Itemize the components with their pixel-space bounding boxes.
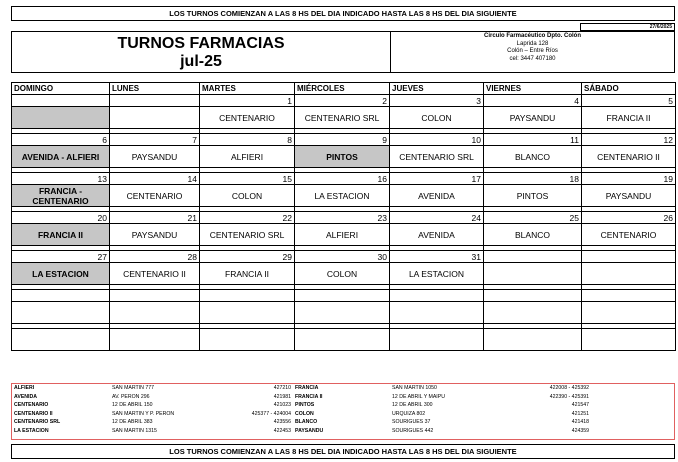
- weekday-header: MIÉRCOLES: [295, 83, 390, 95]
- bottom-notice-banner: LOS TURNOS COMIENZAN A LAS 8 HS DEL DIA INDICADO HASTA LAS 8 HS DEL DIA SIGUIENTE: [11, 444, 675, 459]
- day-number: [295, 290, 390, 302]
- directory-name: ALFIERI: [14, 385, 35, 391]
- day-number: [582, 251, 676, 263]
- pharmacy-on-duty: FRANCIA II: [200, 263, 295, 285]
- pharmacy-on-duty: CENTENARIO II: [110, 263, 200, 285]
- pharmacy-on-duty: LA ESTACION: [390, 263, 484, 285]
- day-number: 22: [200, 212, 295, 224]
- pharmacy-on-duty: PINTOS: [484, 185, 582, 207]
- pharmacy-row: [12, 302, 676, 324]
- pharmacy-on-duty: PAYSANDU: [110, 146, 200, 168]
- directory-phone: 425377 - 424004: [251, 410, 291, 417]
- day-number: 13: [12, 173, 110, 185]
- pharmacy-on-duty: ALFIERI: [200, 146, 295, 168]
- directory-row: [12, 428, 676, 435]
- day-number: 31: [390, 251, 484, 263]
- directory-phone: 421418: [571, 419, 589, 426]
- directory-phone: 422008 - 425392: [549, 385, 589, 391]
- pharmacy-on-duty: PAYSANDU: [582, 185, 676, 207]
- pharmacy-on-duty: CENTENARIO: [110, 185, 200, 207]
- month-label: jul-25: [180, 53, 222, 70]
- day-number: 12: [582, 134, 676, 146]
- directory-row: [12, 385, 676, 392]
- directory-name: CENTENARIO II: [14, 410, 53, 417]
- day-number: 28: [110, 251, 200, 263]
- day-number: 2: [295, 95, 390, 107]
- pharmacy-on-duty: FRANCIA II: [582, 107, 676, 129]
- directory-phone: 421023: [273, 402, 291, 409]
- pharmacy-on-duty: [484, 302, 582, 324]
- issue-date: 27/6/2025: [580, 23, 675, 31]
- pharmacy-on-duty: [582, 302, 676, 324]
- day-number: 10: [390, 134, 484, 146]
- weekday-header: MARTES: [200, 83, 295, 95]
- pharmacy-on-duty: AVENIDA: [390, 224, 484, 246]
- directory-row: [12, 419, 676, 426]
- day-number: 29: [200, 251, 295, 263]
- pharmacy-on-duty: [110, 302, 200, 324]
- day-number: [200, 290, 295, 302]
- directory-phone: 421547: [571, 402, 589, 409]
- directory-address: SAN MARTIN 777: [112, 385, 154, 391]
- day-number-row: [12, 290, 676, 302]
- day-number: 25: [484, 212, 582, 224]
- pharmacy-row: [12, 224, 676, 246]
- day-number: 18: [484, 173, 582, 185]
- day-number: [582, 290, 676, 302]
- pharmacy-on-duty: CENTENARIO SRL: [390, 146, 484, 168]
- pharmacy-on-duty: COLON: [390, 107, 484, 129]
- weekday-header-row: [12, 83, 676, 95]
- title-block: [12, 32, 390, 72]
- pharmacy-row: [12, 185, 676, 207]
- pharmacy-on-duty: CENTENARIO II: [582, 146, 676, 168]
- pharmacy-row: [12, 263, 676, 285]
- weekday-header: VIERNES: [484, 83, 582, 95]
- pharmacy-on-duty: [200, 302, 295, 324]
- day-number: 17: [390, 173, 484, 185]
- pharmacy-on-duty: CENTENARIO: [582, 224, 676, 246]
- directory-address: 12 DE ABRIL 383: [112, 419, 153, 426]
- pharmacy-on-duty: CENTENARIO SRL: [200, 224, 295, 246]
- empty-cell: [110, 329, 200, 351]
- pharmacy-on-duty: [12, 107, 110, 129]
- empty-cell: [200, 329, 295, 351]
- directory-phone: 427210: [273, 385, 291, 391]
- directory-row: [12, 394, 676, 401]
- day-number: 15: [200, 173, 295, 185]
- day-number-row: [12, 95, 676, 107]
- directory-address: 12 DE ABRIL Y MAIPU: [392, 393, 445, 400]
- weekday-header: SÁBADO: [582, 83, 676, 95]
- pharmacy-on-duty: [582, 263, 676, 285]
- pharmacy-on-duty: [484, 263, 582, 285]
- directory-row: [12, 411, 676, 418]
- day-number: [390, 290, 484, 302]
- day-number: 7: [110, 134, 200, 146]
- day-number: 14: [110, 173, 200, 185]
- pharmacy-on-duty: LA ESTACION: [295, 185, 390, 207]
- pharmacy-on-duty: [295, 302, 390, 324]
- pharmacy-on-duty: CENTENARIO SRL: [295, 107, 390, 129]
- org-city: Colón – Entre Ríos: [507, 48, 558, 54]
- day-number: 21: [110, 212, 200, 224]
- day-number: 1: [200, 95, 295, 107]
- directory-address: URQUIZA 802: [392, 410, 426, 417]
- directory-name: LA ESTACION: [14, 428, 49, 434]
- day-number: 30: [295, 251, 390, 263]
- directory-name: PINTOS: [295, 402, 315, 409]
- pharmacy-on-duty: AVENIDA - ALFIERI: [12, 146, 110, 168]
- empty-cell: [295, 329, 390, 351]
- directory-phone: 422390 - 425391: [549, 393, 589, 400]
- weekday-header: DOMINGO: [12, 83, 110, 95]
- day-number: 20: [12, 212, 110, 224]
- day-number: 4: [484, 95, 582, 107]
- directory-address: SAN MARTIN 1315: [112, 428, 157, 434]
- day-number: [484, 251, 582, 263]
- pharmacy-on-duty: FRANCIA II: [12, 224, 110, 246]
- empty-cell: [390, 329, 484, 351]
- pharmacy-directory: [11, 383, 675, 440]
- directory-name: FRANCIA: [295, 385, 319, 391]
- directory-address: AV. PERON 296: [112, 393, 150, 400]
- directory-address: SOURIGUES 37: [392, 419, 431, 426]
- top-notice-banner: LOS TURNOS COMIENZAN A LAS 8 HS DEL DIA INDICADO HASTA LAS 8 HS DEL DIA SIGUIENTE: [11, 6, 675, 21]
- day-number: [110, 290, 200, 302]
- day-number: 5: [582, 95, 676, 107]
- directory-phone: 421251: [571, 410, 589, 417]
- directory-address: SAN MARTIN Y P. PERON: [112, 410, 175, 417]
- weekday-header: LUNES: [110, 83, 200, 95]
- day-number: 24: [390, 212, 484, 224]
- empty-row: [12, 329, 676, 351]
- empty-cell: [484, 329, 582, 351]
- pharmacy-on-duty: BLANCO: [484, 146, 582, 168]
- weekday-header: JUEVES: [390, 83, 484, 95]
- pharmacy-row: [12, 146, 676, 168]
- pharmacy-on-duty: COLON: [295, 263, 390, 285]
- day-number: 9: [295, 134, 390, 146]
- pharmacy-on-duty: PINTOS: [295, 146, 390, 168]
- day-number: [484, 290, 582, 302]
- page-title: TURNOS FARMACIAS: [117, 35, 285, 52]
- directory-address: 12 DE ABRIL 150: [112, 402, 153, 409]
- pharmacy-on-duty: AVENIDA: [390, 185, 484, 207]
- directory-address: 12 DE ABRIL 300: [392, 402, 433, 409]
- day-number: 11: [484, 134, 582, 146]
- day-number: 19: [582, 173, 676, 185]
- pharmacy-on-duty: [390, 302, 484, 324]
- day-number-row: [12, 173, 676, 185]
- pharmacy-on-duty: ALFIERI: [295, 224, 390, 246]
- pharmacy-on-duty: COLON: [200, 185, 295, 207]
- pharmacy-on-duty: [12, 302, 110, 324]
- directory-address: SAN MARTIN 1050: [392, 385, 437, 391]
- directory-phone: 421981: [273, 393, 291, 400]
- org-phone: cel: 3447 407180: [509, 55, 556, 62]
- directory-phone: 424359: [571, 428, 589, 434]
- pharmacy-on-duty: PAYSANDU: [110, 224, 200, 246]
- calendar-table: [11, 82, 676, 351]
- pharmacy-on-duty: CENTENARIO: [200, 107, 295, 129]
- empty-cell: [12, 329, 110, 351]
- pharmacy-on-duty: LA ESTACION: [12, 263, 110, 285]
- day-number: [12, 95, 110, 107]
- day-number: 27: [12, 251, 110, 263]
- directory-name: AVENIDA: [14, 393, 37, 400]
- directory-phone: 423556: [273, 419, 291, 426]
- day-number-row: [12, 212, 676, 224]
- day-number: 3: [390, 95, 484, 107]
- directory-name: FRANCIA II: [295, 393, 323, 400]
- day-number: 23: [295, 212, 390, 224]
- org-info: [390, 32, 674, 72]
- pharmacy-on-duty: BLANCO: [484, 224, 582, 246]
- pharmacy-on-duty: [110, 107, 200, 129]
- empty-cell: [582, 329, 676, 351]
- day-number: [12, 290, 110, 302]
- directory-phone: 422453: [273, 428, 291, 434]
- day-number: 8: [200, 134, 295, 146]
- header: [11, 31, 675, 73]
- org-name: Circulo Farmacéutico Dpto. Colón: [483, 33, 581, 39]
- directory-name: PAYSANDU: [295, 428, 324, 434]
- day-number-row: [12, 251, 676, 263]
- day-number: 16: [295, 173, 390, 185]
- pharmacy-on-duty: PAYSANDU: [484, 107, 582, 129]
- directory-address: SOURIGUES 442: [392, 428, 434, 434]
- directory-name: CENTENARIO SRL: [14, 419, 61, 426]
- day-number: 26: [582, 212, 676, 224]
- directory-name: COLON: [295, 410, 314, 417]
- pharmacy-on-duty: FRANCIA - CENTENARIO: [12, 185, 110, 207]
- day-number: 6: [12, 134, 110, 146]
- day-number: [110, 95, 200, 107]
- directory-name: CENTENARIO: [14, 402, 49, 409]
- pharmacy-row: [12, 107, 676, 129]
- directory-name: BLANCO: [295, 419, 318, 426]
- org-address: Laprida 128: [516, 40, 549, 47]
- day-number-row: [12, 134, 676, 146]
- directory-row: [12, 402, 676, 409]
